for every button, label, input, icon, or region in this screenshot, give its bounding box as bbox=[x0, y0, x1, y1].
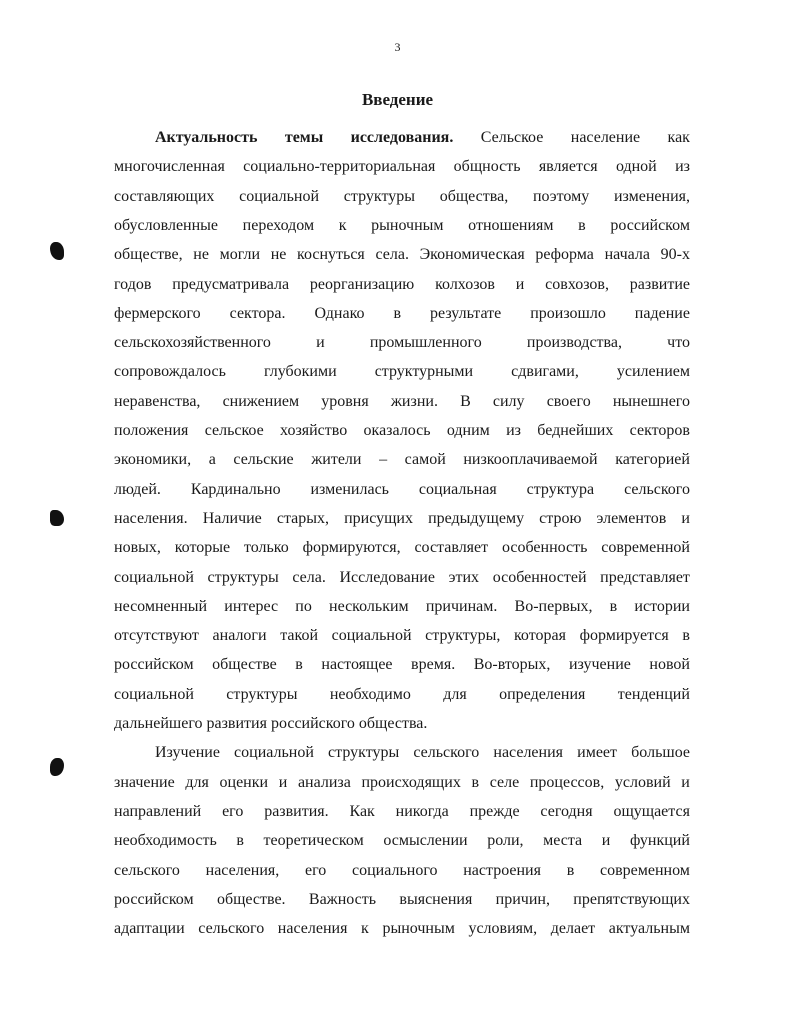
text-line: положения сельское хозяйство оказалось одним из беднейших секторов bbox=[114, 422, 690, 439]
text-line: адаптации сельского населения к рыночным условиям, делает актуальным bbox=[114, 920, 690, 938]
text-line: социальной структуры села. Исследование этих особенностей представляет bbox=[114, 568, 690, 586]
text-line: несомненный интерес по нескольким причинам. Во-первых, в истории bbox=[114, 597, 690, 615]
text-line: российском обществе. Важность выяснения причин, препятствующих bbox=[114, 890, 690, 908]
text-line: дальнейшего развития российского общества. bbox=[114, 715, 428, 732]
scan-mark-2 bbox=[50, 510, 64, 526]
page-number: 3 bbox=[394, 40, 401, 54]
text-line: направлений его развития. Как никогда прежде сегодня ощущается bbox=[114, 802, 690, 820]
text-line: необходимость в теоретическом осмыслении роли, места и функций bbox=[114, 832, 690, 850]
text-line: Изучение социальной структуры сельского населения имеет большое bbox=[155, 744, 690, 762]
text-line: составляющих социальной структуры общества, поэтому изменения, bbox=[114, 187, 690, 205]
text-line: обществе, не могли не коснуться села. Экономическая реформа начала 90-х bbox=[114, 246, 690, 264]
text-line: новых, которые только формируются, составляет особенность современной bbox=[114, 539, 690, 557]
text-line: людей. Кардинально изменилась социальная структура сельского bbox=[114, 480, 690, 498]
text-line: российском обществе в настоящее время. Во-вторых, изучение новой bbox=[114, 656, 690, 674]
text-line: сельскохозяйственного и промышленного производства, что bbox=[114, 334, 690, 352]
text-line: годов предусматривала реорганизацию колхозов и совхозов, развитие bbox=[114, 275, 690, 293]
page-title: Введение bbox=[361, 90, 434, 109]
text-line: значение для оценки и анализа происходящих в селе процессов, условий и bbox=[114, 773, 690, 791]
text-line: отсутствуют аналоги такой социальной структуры, которая формируется в bbox=[114, 627, 690, 645]
text-line: многочисленная социально-территориальная общность является одной из bbox=[114, 158, 690, 176]
text-line: населения. Наличие старых, присущих предыдущему строю элементов и bbox=[114, 509, 690, 527]
text-line: Актуальность темы исследования. Сельское население как bbox=[155, 129, 690, 146]
text-line: сопровождалось глубокими структурными сдвигами, усилением bbox=[114, 363, 690, 381]
scan-mark-3 bbox=[50, 758, 64, 776]
scan-mark-1 bbox=[50, 242, 64, 260]
text-line: обусловленные переходом к рыночным отношениям в российском bbox=[114, 216, 690, 234]
text-line: экономики, а сельские жители – самой низкооплачиваемой категорией bbox=[114, 451, 690, 469]
text-line: социальной структуры необходимо для определения тенденций bbox=[114, 685, 690, 703]
text-line: неравенства, снижением уровня жизни. В силу своего нынешнего bbox=[114, 392, 690, 410]
text-line: фермерского сектора. Однако в результате произошло падение bbox=[114, 304, 690, 322]
text-line: сельского населения, его социального настроения в современном bbox=[114, 861, 690, 879]
